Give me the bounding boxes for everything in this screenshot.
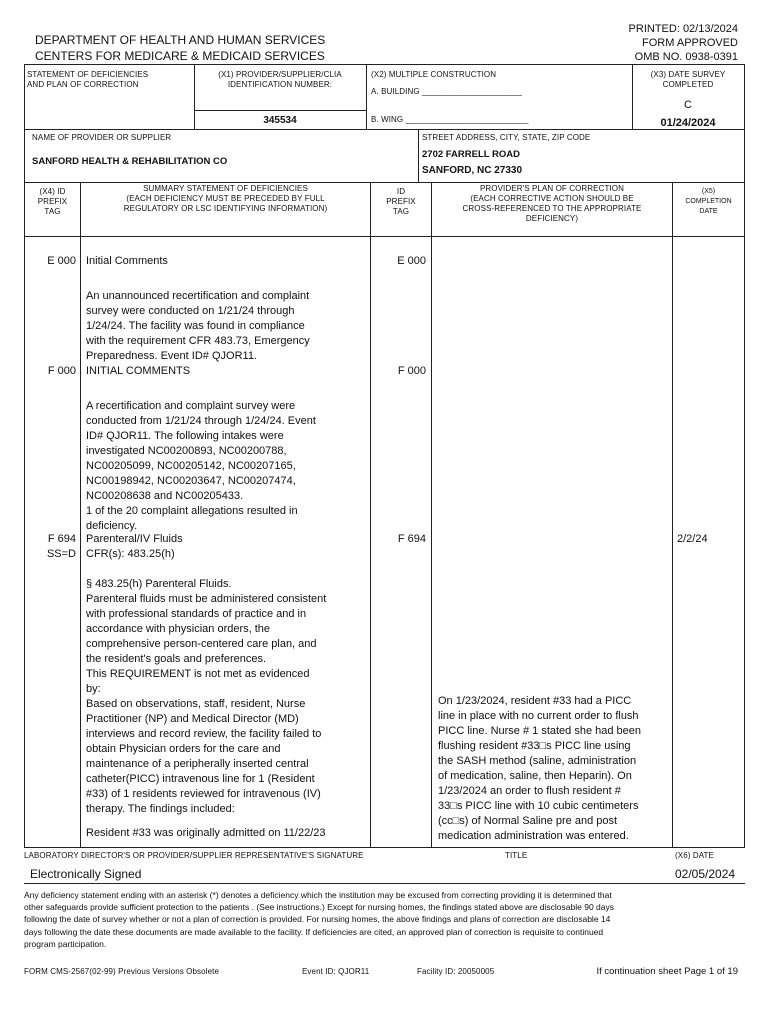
form-approved: FORM APPROVED bbox=[642, 37, 738, 49]
address-line1: 2702 FARRELL ROAD bbox=[422, 149, 521, 160]
x1-label: (X1) PROVIDER/SUPPLIER/CLIA IDENTIFICATION NUMBER: bbox=[218, 70, 342, 89]
e000-title: Initial Comments bbox=[86, 255, 168, 267]
department-name: DEPARTMENT OF HEALTH AND HUMAN SERVICES bbox=[35, 33, 326, 47]
building-label: A. BUILDING ______________________ bbox=[371, 87, 523, 96]
provider-id: 345534 bbox=[263, 115, 297, 126]
f694-scope: SS=D bbox=[46, 548, 76, 560]
f694-completion-date: 2/2/24 bbox=[677, 533, 708, 545]
omb-number: OMB NO. 0938-0391 bbox=[634, 51, 738, 63]
statement-label: STATEMENT OF DEFICIENCIES AND PLAN OF CORRECTION bbox=[27, 70, 149, 89]
signature-date: 02/05/2024 bbox=[675, 867, 736, 881]
signature-value: Electronically Signed bbox=[30, 867, 142, 881]
form-number: FORM CMS-2567(02-99) Previous Versions Obsolete bbox=[24, 967, 219, 976]
e000-tag: E 000 bbox=[47, 255, 76, 267]
date-label: (X6) DATE bbox=[675, 851, 714, 860]
e000-id: E 000 bbox=[397, 255, 426, 267]
wing-label: B. WING ___________________________ bbox=[371, 115, 529, 124]
f000-text: A recertification and complaint survey were conducted from 1/21/24 through 1/24/24. Event ID# QJOR11. The following intakes were investigated NC00200893, NC00200788, NC00205099, NC00205142, NC00207165, NC00198942, NC00203647, NC00207474, NC00208638 and NC00205433. 1 of the 20 complaint allegations resulted in deficiency. bbox=[86, 400, 316, 532]
e000-text: An unannounced recertification and complaint survey were conducted on 1/21/24 through 1/24/24. The facility was found in compliance with the requirement CFR 483.73, Emergency Preparedness. Event ID# QJOR11. bbox=[86, 290, 310, 362]
f694-text: § 483.25(h) Parenteral Fluids. Parenteral fluids must be administered consistent with professional standards of practice and in accordance with physician orders, the comprehensive person-centered care plan, and the resident's goals and preferences. This REQUIREMENT is not met as evidenced by: Based on observations, staff, resident, Nurse Practitioner (NP) and Medical Director (MD) interviews and record review, the facility failed to obtain Physician orders for the care and maintenance of a peripherally inserted central catheter(PICC) intravenous line for 1 (Resident #33) of 1 residents reviewed for intravenous (IV) therapy. The findings included: bbox=[86, 578, 327, 815]
address-label: STREET ADDRESS, CITY, STATE, ZIP CODE bbox=[422, 133, 591, 142]
agency-name: CENTERS FOR MEDICARE & MEDICAID SERVICES bbox=[35, 49, 325, 63]
f694-tag: F 694 bbox=[47, 533, 76, 545]
plan-header: PROVIDER'S PLAN OF CORRECTION (EACH CORRECTIVE ACTION SHOULD BE CROSS-REFERENCED TO THE APPROPRIATE DEFICIENCY) bbox=[462, 184, 642, 223]
id-header: ID PREFIX TAG bbox=[386, 187, 416, 216]
f000-title: INITIAL COMMENTS bbox=[86, 365, 191, 377]
x2-label: (X2) MULTIPLE CONSTRUCTION bbox=[371, 70, 497, 79]
f000-tag: F 000 bbox=[47, 365, 76, 377]
x3-label: (X3) DATE SURVEY COMPLETED bbox=[650, 70, 726, 89]
address-line2: SANFORD, NC 27330 bbox=[422, 165, 523, 176]
provider-name: SANFORD HEALTH & REHABILITATION CO bbox=[32, 156, 228, 167]
event-id: Event ID: QJOR11 bbox=[302, 967, 370, 976]
f694-text-continued: Resident #33 was originally admitted on 11/22/23 bbox=[86, 827, 326, 839]
x5-header: (X5) COMPLETION DATE bbox=[685, 188, 732, 215]
summary-header: SUMMARY STATEMENT OF DEFICIENCIES (EACH DEFICIENCY MUST BE PRECEDED BY FULL REGULATORY OR LSC IDENTIFYING INFORMATION) bbox=[123, 184, 328, 213]
title-label: TITLE bbox=[505, 851, 528, 860]
x4-header: (X4) ID PREFIX TAG bbox=[37, 187, 68, 216]
survey-date: 01/24/2024 bbox=[660, 117, 716, 129]
page-indicator: If continuation sheet Page 1 of 19 bbox=[596, 966, 738, 977]
printed-date: PRINTED: 02/13/2024 bbox=[628, 23, 738, 35]
provider-label: NAME OF PROVIDER OR SUPPLIER bbox=[32, 133, 172, 142]
survey-code: C bbox=[684, 99, 692, 111]
signature-label: LABORATORY DIRECTOR'S OR PROVIDER/SUPPLIER REPRESENTATIVE'S SIGNATURE bbox=[24, 851, 364, 860]
f694-title: Parenteral/IV Fluids CFR(s): 483.25(h) bbox=[86, 533, 183, 560]
f000-id: F 000 bbox=[397, 365, 426, 377]
f694-id: F 694 bbox=[397, 533, 426, 545]
facility-id: Facility ID: 20050005 bbox=[417, 967, 495, 976]
footnote: Any deficiency statement ending with an asterisk (*) denotes a deficiency which the institution may be excused from correcting providing it is determined that other safeguards provide sufficient protection to the patients . (See instructions.) Except for nursing homes, the findings stated above are disclosable 90 days following the date of survey whether or not a plan of correction is provided. For nursing homes, the above findings and plans of correction are disclosable 14 days following the date these documents are made available to the facility. If deficiencies are cited, an approved plan of correction is requisite to continued program participation. bbox=[24, 890, 614, 949]
plan-of-correction-text: On 1/23/2024, resident #33 had a PICC line in place with no current order to flush PICC line. Nurse # 1 stated she had been flushing resident #33□s PICC line using the SASH method (saline, administration of medication, saline, then Heparin). On 1/23/2024 an order to flush resident # 33□s PICC line with 10 cubic centimeters (cc□s) of Normal Saline pre and post medication administration was entered. bbox=[438, 695, 642, 842]
